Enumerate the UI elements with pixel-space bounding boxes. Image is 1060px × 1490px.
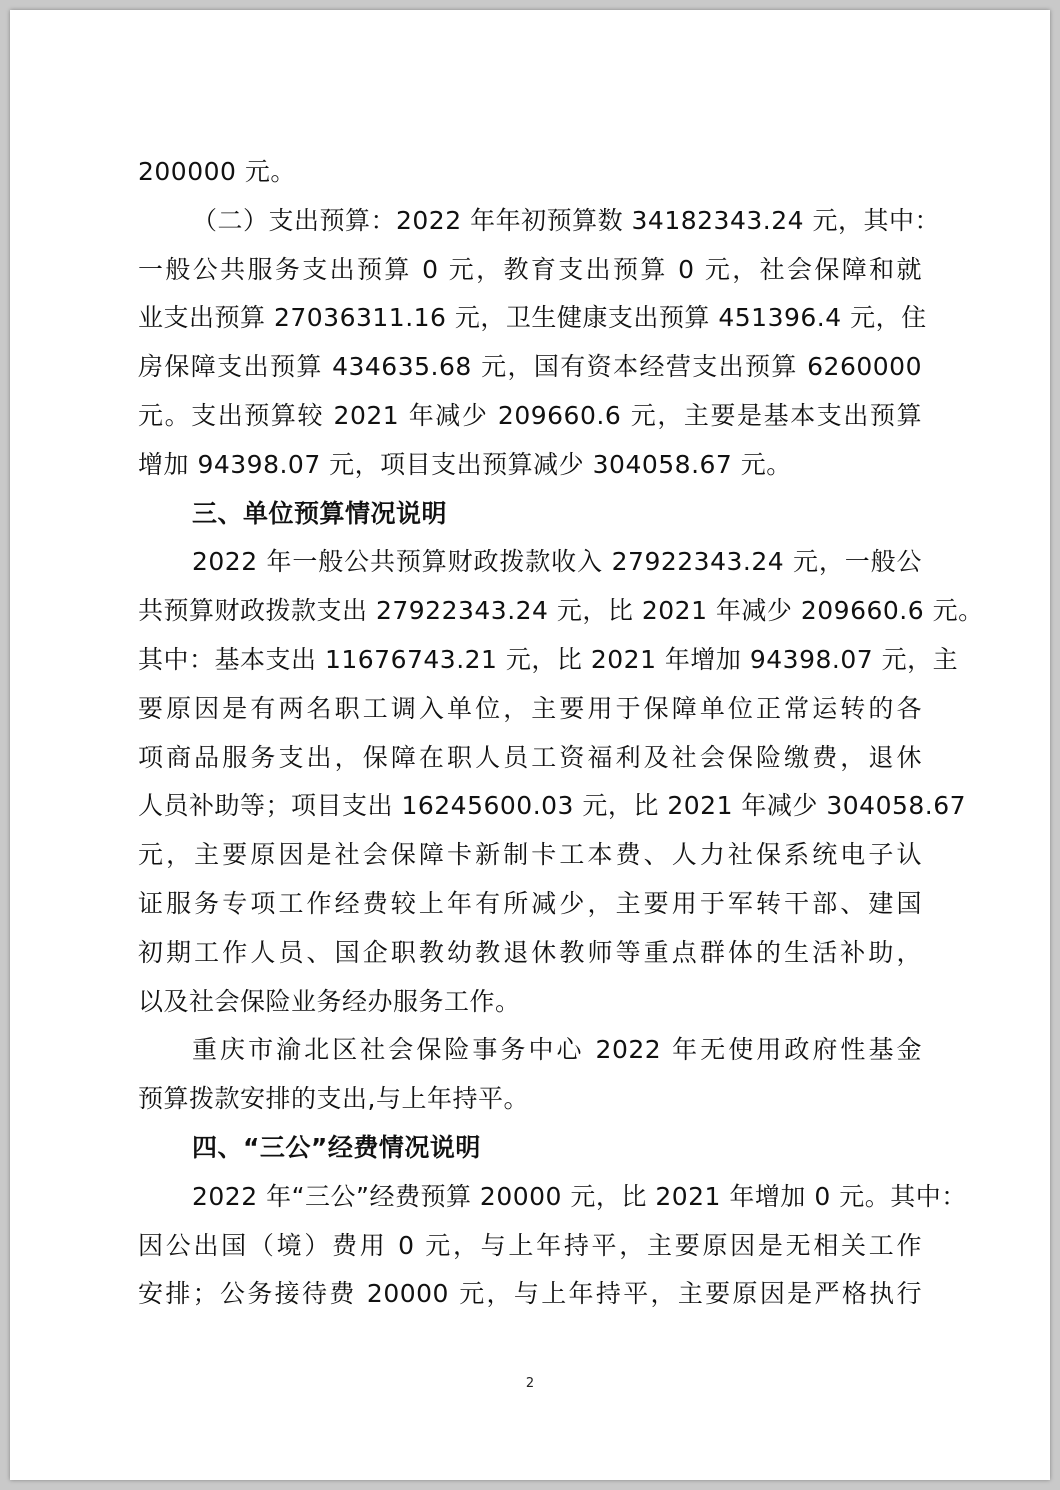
text-line: 因公出国（境）费用 0 元，与上年持平，主要原因是无相关工作 <box>138 1230 922 1260</box>
text-line: 预算拨款安排的支出,与上年持平。 <box>138 1084 529 1114</box>
text-line: 元。支出预算较 2021 年减少 209660.6 元，主要是基本支出预算 <box>138 400 922 430</box>
section-heading: 三、单位预算情况说明 <box>192 498 448 528</box>
text-line: （二）支出预算：2022 年年初预算数 34182343.24 元，其中： <box>192 205 940 235</box>
text-line: 共预算财政拨款支出 27922343.24 元，比 2021 年减少 209660.6 元。 <box>138 596 984 626</box>
text-line: 初期工作人员、国企职教幼教退休教师等重点群体的生活补助， <box>138 937 922 967</box>
text-line: 200000 元。 <box>138 157 296 186</box>
text-line: 项商品服务支出，保障在职人员工资福利及社会保险缴费，退休 <box>138 742 922 772</box>
text-line: 安排；公务接待费 20000 元，与上年持平，主要原因是严格执行 <box>138 1279 922 1309</box>
text-line: 房保障支出预算 434635.68 元，国有资本经营支出预算 6260000 <box>138 352 922 382</box>
text-line: 增加 94398.07 元，项目支出预算减少 304058.67 元。 <box>138 449 792 479</box>
section-heading: 四、“三公”经费情况说明 <box>192 1132 481 1162</box>
page-number: 2 <box>525 1376 535 1391</box>
text-line: 以及社会保险业务经办服务工作。 <box>138 986 521 1016</box>
text-line: 业支出预算 27036311.16 元，卫生健康支出预算 451396.4 元，住 <box>138 303 927 333</box>
document-body <box>138 148 984 1319</box>
text-line: 证服务专项工作经费较上年有所减少，主要用于军转干部、建国 <box>138 888 922 918</box>
text-line: 一般公共服务支出预算 0 元，教育支出预算 0 元，社会保障和就 <box>138 254 922 284</box>
text-line: 重庆市渝北区社会保险事务中心 2022 年无使用政府性基金 <box>192 1035 922 1065</box>
text-line: 元，主要原因是社会保障卡新制卡工本费、人力社保系统电子认 <box>138 840 922 870</box>
document-page <box>10 10 1050 1480</box>
text-line: 要原因是有两名职工调入单位，主要用于保障单位正常运转的各 <box>138 693 922 723</box>
text-line: 2022 年一般公共预算财政拨款收入 27922343.24 元，一般公 <box>192 547 922 577</box>
text-line: 其中：基本支出 11676743.21 元，比 2021 年增加 94398.07 元，主 <box>138 644 959 674</box>
text-line: 2022 年“三公”经费预算 20000 元，比 2021 年增加 0 元。其中： <box>192 1181 967 1211</box>
text-line: 人员补助等；项目支出 16245600.03 元，比 2021 年减少 304058.67 <box>138 791 967 821</box>
